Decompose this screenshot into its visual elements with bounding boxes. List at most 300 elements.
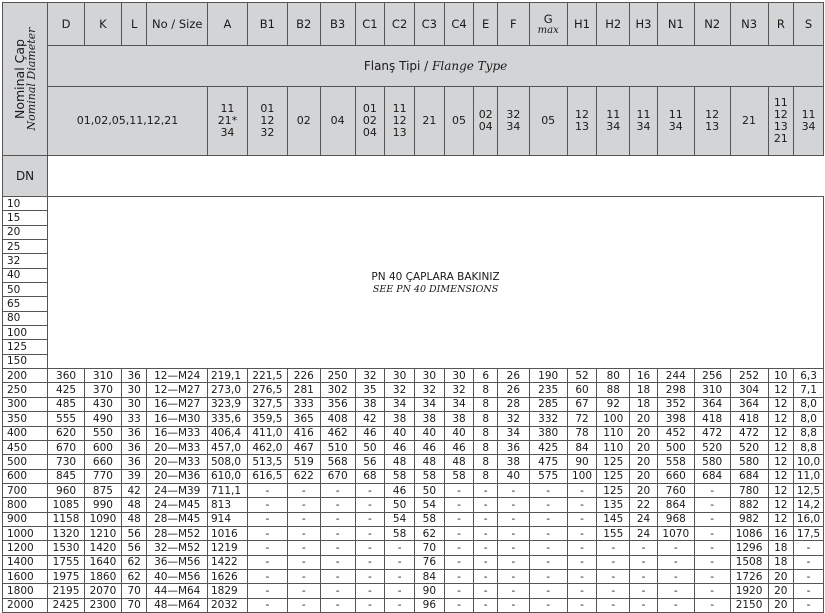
table-cell: 100 — [567, 469, 597, 483]
table-cell: - — [529, 555, 567, 569]
table-row — [3, 397, 824, 411]
table-cell: 813 — [207, 498, 247, 512]
table-cell: - — [597, 569, 630, 583]
flange-type-code: 02 — [478, 108, 493, 121]
table-cell: 16—M33 — [147, 426, 207, 440]
table-cell: 550 — [84, 426, 121, 440]
table-cell: - — [529, 512, 567, 526]
table-cell: 12 — [768, 483, 794, 497]
table-cell: 610,0 — [207, 469, 247, 483]
table-cell: 67 — [567, 397, 597, 411]
table-cell: - — [385, 598, 415, 612]
table-row — [3, 598, 824, 612]
table-row — [3, 498, 824, 512]
table-cell: 1210 — [84, 526, 121, 540]
table-cell: 485 — [48, 397, 85, 411]
table-cell: - — [355, 483, 385, 497]
table-cell: - — [567, 555, 597, 569]
col-header-r: R — [768, 3, 794, 46]
col-header-c3: C3 — [414, 3, 444, 46]
table-cell: 1508 — [730, 555, 768, 569]
table-cell: 72 — [567, 412, 597, 426]
table-cell: 20—M33 — [147, 440, 207, 454]
table-cell: 2195 — [48, 584, 85, 598]
flange-type-code: 04 — [362, 126, 377, 139]
table-cell: - — [529, 483, 567, 497]
table-cell: 44—M64 — [147, 584, 207, 598]
table-cell: - — [320, 555, 355, 569]
col-header-h2: H2 — [597, 3, 630, 46]
table-cell: 12 — [768, 498, 794, 512]
table-cell: 20—M33 — [147, 455, 207, 469]
table-cell: 26 — [497, 383, 529, 397]
table-cell: 1860 — [84, 569, 121, 583]
flange-type-codes-a — [207, 87, 247, 156]
table-cell: 58 — [414, 469, 444, 483]
table-cell: 40 — [497, 469, 529, 483]
table-cell: - — [694, 569, 730, 583]
table-cell: 452 — [657, 426, 694, 440]
flange-type-code: 13 — [392, 126, 407, 139]
table-cell: 323,9 — [207, 397, 247, 411]
table-cell: 20 — [630, 440, 658, 454]
dn-cell: 80 — [3, 311, 48, 325]
table-cell: - — [474, 555, 498, 569]
dn-cell: 500 — [3, 455, 48, 469]
table-cell: 1085 — [48, 498, 85, 512]
col-header-n1: N1 — [657, 3, 694, 46]
table-cell: - — [567, 498, 597, 512]
table-cell: 24 — [630, 512, 658, 526]
table-cell: 364 — [730, 397, 768, 411]
table-cell: 36 — [121, 455, 147, 469]
flange-type-en: Flange Type — [432, 59, 508, 73]
table-row — [3, 569, 824, 583]
table-cell: - — [355, 526, 385, 540]
flange-type-code: 13 — [705, 120, 720, 133]
table-cell: 56 — [121, 541, 147, 555]
table-cell: 875 — [84, 483, 121, 497]
flange-type-codes-h2 — [597, 87, 630, 156]
table-cell: 84 — [414, 569, 444, 583]
dn-cell: 25 — [3, 240, 48, 254]
table-cell: 96 — [414, 598, 444, 612]
table-cell: - — [320, 541, 355, 555]
table-cell: - — [247, 498, 287, 512]
table-cell: - — [597, 555, 630, 569]
table-cell: - — [385, 555, 415, 569]
table-cell: 110 — [597, 440, 630, 454]
table-cell: 475 — [529, 455, 567, 469]
dn-cell: 700 — [3, 483, 48, 497]
table-cell: 12 — [768, 469, 794, 483]
table-cell: 333 — [287, 397, 320, 411]
table-cell: 16 — [630, 369, 658, 383]
flange-type-code: 11 — [392, 102, 407, 115]
table-cell: - — [497, 555, 529, 569]
table-row — [3, 455, 824, 469]
dn-cell: 32 — [3, 254, 48, 268]
table-cell: - — [474, 483, 498, 497]
flange-type-code: 02 — [296, 114, 311, 127]
table-cell: 48 — [414, 455, 444, 469]
table-cell: 8 — [474, 383, 498, 397]
table-cell: - — [694, 526, 730, 540]
table-cell: 1070 — [657, 526, 694, 540]
table-cell: - — [497, 584, 529, 598]
table-cell: - — [694, 598, 730, 612]
table-cell: - — [497, 498, 529, 512]
table-cell: 221,5 — [247, 369, 287, 383]
flange-type-codes-e — [474, 87, 498, 156]
table-cell: 17,5 — [794, 526, 824, 540]
flange-type-codes-h3 — [630, 87, 658, 156]
table-cell: 558 — [657, 455, 694, 469]
table-cell: 8 — [474, 469, 498, 483]
table-cell: 12 — [768, 440, 794, 454]
table-cell: - — [630, 598, 658, 612]
table-cell: 1975 — [48, 569, 85, 583]
table-cell: 30 — [414, 369, 444, 383]
flange-type-codes-n2 — [694, 87, 730, 156]
table-cell: 226 — [287, 369, 320, 383]
table-cell: 914 — [207, 512, 247, 526]
table-cell: 2070 — [84, 584, 121, 598]
table-cell: - — [247, 584, 287, 598]
flange-type-codes-n1 — [657, 87, 694, 156]
table-cell: 1755 — [48, 555, 85, 569]
table-cell: 70 — [121, 584, 147, 598]
table-cell: - — [444, 483, 474, 497]
col-header-c4: C4 — [444, 3, 474, 46]
table-cell: - — [287, 526, 320, 540]
table-cell: 684 — [694, 469, 730, 483]
table-cell: - — [247, 541, 287, 555]
table-cell: - — [694, 584, 730, 598]
table-cell: - — [497, 512, 529, 526]
dn-cell: 125 — [3, 340, 48, 354]
table-cell: 356 — [320, 397, 355, 411]
table-cell: 600 — [84, 440, 121, 454]
dn-cell: 250 — [3, 383, 48, 397]
flange-type-code: 12 — [260, 114, 275, 127]
flange-type-sep: / — [420, 59, 433, 73]
table-cell: 622 — [287, 469, 320, 483]
table-cell: - — [385, 569, 415, 583]
table-cell: 10,0 — [794, 455, 824, 469]
table-cell: 568 — [320, 455, 355, 469]
table-cell: 285 — [529, 397, 567, 411]
table-cell: 8,0 — [794, 397, 824, 411]
col-header-l: L — [121, 3, 147, 46]
table-row — [3, 412, 824, 426]
table-cell: 580 — [730, 455, 768, 469]
table-cell: 990 — [84, 498, 121, 512]
table-cell: - — [474, 526, 498, 540]
flange-type-codes-s — [794, 87, 824, 156]
table-cell: - — [247, 569, 287, 583]
table-cell: 960 — [48, 483, 85, 497]
table-cell: - — [794, 584, 824, 598]
table-cell: 38 — [444, 412, 474, 426]
col-header-g-max: max — [537, 25, 559, 36]
table-cell: 135 — [597, 498, 630, 512]
table-cell: 20 — [630, 412, 658, 426]
col-header-h1: H1 — [567, 3, 597, 46]
flange-type-code: 12 — [575, 108, 590, 121]
table-cell: 34 — [414, 397, 444, 411]
table-cell: - — [630, 541, 658, 555]
table-cell: 8 — [474, 397, 498, 411]
table-cell: 408 — [320, 412, 355, 426]
table-cell: - — [630, 555, 658, 569]
table-cell: - — [287, 483, 320, 497]
col-header-b3: B3 — [320, 3, 355, 46]
table-cell: - — [657, 569, 694, 583]
flange-type-code: 13 — [773, 120, 788, 133]
flange-type-codes-b2 — [287, 87, 320, 156]
flange-type-label-row — [3, 46, 824, 87]
flange-type-code: 12 — [773, 108, 788, 121]
table-row — [3, 541, 824, 555]
table-cell: 1726 — [730, 569, 768, 583]
table-cell: 90 — [567, 455, 597, 469]
table-cell: 8 — [474, 440, 498, 454]
table-cell: 2032 — [207, 598, 247, 612]
table-cell: 360 — [48, 369, 85, 383]
flange-type-code: 05 — [541, 114, 556, 127]
table-cell: 462,0 — [247, 440, 287, 454]
table-row — [3, 369, 824, 383]
table-cell: - — [247, 555, 287, 569]
flange-type-code: 01 — [362, 102, 377, 115]
table-cell: 1829 — [207, 584, 247, 598]
table-cell: 6,3 — [794, 369, 824, 383]
table-cell: - — [474, 598, 498, 612]
table-cell: 76 — [414, 555, 444, 569]
table-cell: 352 — [657, 397, 694, 411]
table-cell: - — [444, 569, 474, 583]
table-cell: - — [529, 498, 567, 512]
table-row — [3, 469, 824, 483]
table-cell: - — [287, 541, 320, 555]
table-cell: 20 — [630, 483, 658, 497]
table-cell: - — [694, 512, 730, 526]
table-cell: 28—M45 — [147, 512, 207, 526]
table-cell: 864 — [657, 498, 694, 512]
table-cell: - — [355, 512, 385, 526]
flange-type-code: 34 — [801, 120, 816, 133]
table-cell: - — [529, 541, 567, 555]
flange-type-codes-n3 — [730, 87, 768, 156]
table-cell: 273,0 — [207, 383, 247, 397]
table-cell: 12 — [768, 397, 794, 411]
table-cell: 1640 — [84, 555, 121, 569]
table-cell: 365 — [287, 412, 320, 426]
table-cell: 24—M39 — [147, 483, 207, 497]
table-cell: 62 — [121, 555, 147, 569]
table-cell: 12,5 — [794, 483, 824, 497]
table-cell: 418 — [694, 412, 730, 426]
table-cell: - — [355, 555, 385, 569]
flange-type-code: 13 — [575, 120, 590, 133]
table-cell: 12 — [768, 383, 794, 397]
flange-type-label — [48, 46, 824, 87]
table-cell: 364 — [694, 397, 730, 411]
table-cell: 58 — [385, 526, 415, 540]
table-cell: 32—M52 — [147, 541, 207, 555]
table-cell: - — [497, 569, 529, 583]
table-cell: 92 — [597, 397, 630, 411]
table-cell: 36 — [121, 440, 147, 454]
table-cell: 370 — [84, 383, 121, 397]
table-cell: 684 — [730, 469, 768, 483]
table-cell: 90 — [414, 584, 444, 598]
table-cell: - — [320, 498, 355, 512]
table-cell: 8 — [474, 455, 498, 469]
flange-type-codes-r — [768, 87, 794, 156]
table-cell: 1420 — [84, 541, 121, 555]
table-cell: 40 — [444, 426, 474, 440]
table-cell: - — [287, 584, 320, 598]
table-row — [3, 526, 824, 540]
dn-cell: 300 — [3, 397, 48, 411]
table-cell: 48 — [121, 498, 147, 512]
table-cell: - — [497, 483, 529, 497]
table-cell: 58 — [385, 469, 415, 483]
flange-type-code: 21 — [742, 114, 757, 127]
table-cell: - — [247, 512, 287, 526]
table-cell: 252 — [730, 369, 768, 383]
table-cell: 40 — [385, 426, 415, 440]
table-cell: - — [474, 584, 498, 598]
table-cell: 276,5 — [247, 383, 287, 397]
table-cell: - — [694, 541, 730, 555]
table-cell: 11,0 — [794, 469, 824, 483]
flange-type-codes-b3 — [320, 87, 355, 156]
col-header-n3: N3 — [730, 3, 768, 46]
table-cell: 48 — [121, 512, 147, 526]
table-cell: 8,8 — [794, 440, 824, 454]
col-header-f: F — [497, 3, 529, 46]
table-cell: 155 — [597, 526, 630, 540]
table-cell: 519 — [287, 455, 320, 469]
table-cell: 416 — [287, 426, 320, 440]
table-cell: 32 — [497, 412, 529, 426]
table-cell: 46 — [444, 440, 474, 454]
table-cell: 33 — [121, 412, 147, 426]
table-cell: - — [355, 541, 385, 555]
table-cell: 425 — [529, 440, 567, 454]
dn-cell: 350 — [3, 412, 48, 426]
table-cell: - — [474, 541, 498, 555]
flange-type-codes-h1 — [567, 87, 597, 156]
table-cell: - — [287, 555, 320, 569]
col-header-k: K — [84, 3, 121, 46]
table-cell: 50 — [414, 483, 444, 497]
table-cell: 467 — [287, 440, 320, 454]
table-cell: 8 — [474, 426, 498, 440]
table-cell: 513,5 — [247, 455, 287, 469]
table-cell: 1086 — [730, 526, 768, 540]
flange-type-code: 34 — [668, 120, 683, 133]
pn40-note-tr: PN 40 ÇAPLARA BAKINIZ — [371, 270, 500, 283]
flange-type-code: 21 — [422, 114, 437, 127]
table-cell: 62 — [121, 569, 147, 583]
table-cell: 882 — [730, 498, 768, 512]
table-cell: 304 — [730, 383, 768, 397]
table-cell: 88 — [597, 383, 630, 397]
table-cell: 190 — [529, 369, 567, 383]
table-cell: 335,6 — [207, 412, 247, 426]
flange-type-codes-c4 — [444, 87, 474, 156]
table-cell: 2425 — [48, 598, 85, 612]
table-cell: 54 — [414, 498, 444, 512]
table-cell: 670 — [48, 440, 85, 454]
table-cell: 1530 — [48, 541, 85, 555]
table-cell: - — [567, 569, 597, 583]
table-cell: 100 — [597, 412, 630, 426]
table-cell: 34 — [385, 397, 415, 411]
table-cell: 62 — [414, 526, 444, 540]
table-cell: - — [497, 598, 529, 612]
dn-cell: 100 — [3, 326, 48, 340]
table-cell: 38 — [355, 397, 385, 411]
table-header — [3, 3, 824, 197]
table-cell: 70 — [121, 598, 147, 612]
dn-cell: 50 — [3, 283, 48, 297]
table-cell: 472 — [694, 426, 730, 440]
flange-type-code: 34 — [636, 120, 651, 133]
table-cell: 145 — [597, 512, 630, 526]
table-cell: 10 — [768, 369, 794, 383]
table-cell: 36 — [121, 369, 147, 383]
table-cell: 12—M24 — [147, 369, 207, 383]
table-cell: - — [567, 598, 597, 612]
flange-type-code: 11 — [773, 96, 788, 109]
table-cell: - — [529, 526, 567, 540]
flange-type-code: 04 — [330, 114, 345, 127]
table-cell: - — [355, 498, 385, 512]
table-cell: 46 — [385, 483, 415, 497]
table-cell: 18 — [768, 555, 794, 569]
flange-type-code: 11 — [668, 108, 683, 121]
table-cell: - — [320, 512, 355, 526]
table-cell: 18 — [630, 397, 658, 411]
table-cell: 968 — [657, 512, 694, 526]
table-cell: 50 — [385, 498, 415, 512]
table-cell: 16,0 — [794, 512, 824, 526]
col-header-s: S — [794, 3, 824, 46]
table-cell: - — [444, 526, 474, 540]
table-cell: 32 — [355, 369, 385, 383]
table-cell: 380 — [529, 426, 567, 440]
table-cell: 34 — [497, 426, 529, 440]
table-row — [3, 555, 824, 569]
table-cell: 36—M56 — [147, 555, 207, 569]
table-cell: 219,1 — [207, 369, 247, 383]
table-cell: - — [355, 584, 385, 598]
table-cell: 46 — [385, 440, 415, 454]
table-cell: 16—M30 — [147, 412, 207, 426]
table-cell: - — [444, 598, 474, 612]
table-cell: 845 — [48, 469, 85, 483]
table-cell: 310 — [84, 369, 121, 383]
table-cell: 35 — [355, 383, 385, 397]
table-cell: 1320 — [48, 526, 85, 540]
table-cell: 780 — [730, 483, 768, 497]
nominal-diameter-en: Nominal Diameter — [25, 27, 39, 131]
